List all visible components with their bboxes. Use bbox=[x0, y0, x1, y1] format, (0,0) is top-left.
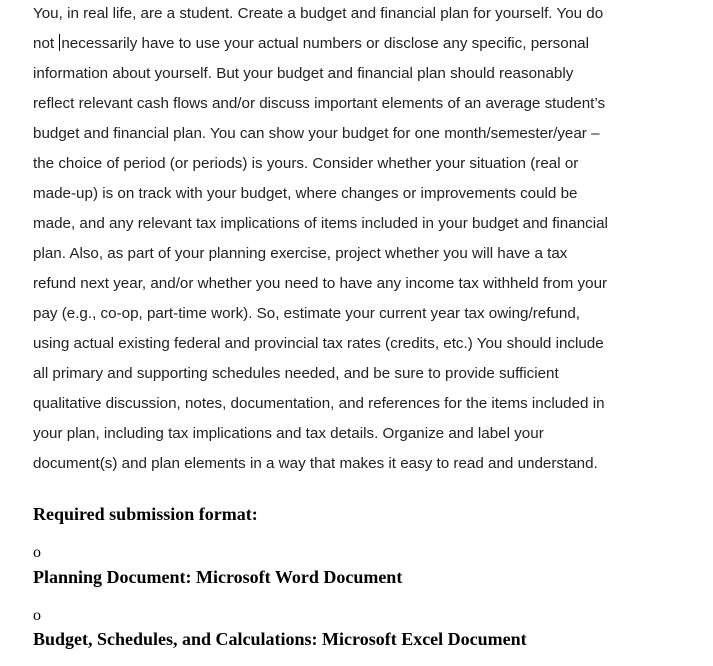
submission-heading: Required submission format: bbox=[33, 504, 258, 524]
paragraph-line: plan. Also, as part of your planning exercise, project whether you will have a tax bbox=[33, 245, 568, 262]
paragraph-line: your plan, including tax implications and tax details. Organize and label your bbox=[33, 425, 544, 442]
submission-item-excel: Budget, Schedules, and Calculations: Microsoft Excel Document bbox=[33, 629, 527, 649]
paragraph-line-rest: necessarily have to use your actual numbers or disclose any specific, personal bbox=[61, 35, 589, 52]
paragraph-line: pay (e.g., co-op, part-time work). So, estimate your current year tax owing/refund, bbox=[33, 305, 580, 322]
paragraph-line-prefix: not bbox=[33, 35, 55, 52]
paragraph-line: budget and financial plan. You can show your budget for one month/semester/year – bbox=[33, 125, 600, 142]
paragraph-line: all primary and supporting schedules needed, and be sure to provide sufficient bbox=[33, 365, 559, 382]
paragraph-line: the choice of period (or periods) is yours. Consider whether your situation (real or bbox=[33, 155, 579, 172]
paragraph-line: made-up) is on track with your budget, where changes or improvements could be bbox=[33, 185, 578, 202]
paragraph-line: using actual existing federal and provincial tax rates (credits, etc.) You should include bbox=[33, 335, 604, 352]
paragraph-line: reflect relevant cash flows and/or discuss important elements of an average student’s bbox=[33, 95, 606, 112]
paragraph-line: document(s) and plan elements in a way that makes it easy to read and understand. bbox=[33, 455, 598, 472]
paragraph-line: refund next year, and/or whether you need to have any income tax withheld from your bbox=[33, 275, 608, 292]
list-bullet: o bbox=[33, 607, 41, 624]
paragraph-line bbox=[33, 34, 589, 54]
paragraph-line: You, in real life, are a student. Create a budget and financial plan for yourself. You do bbox=[33, 5, 604, 22]
paragraph-line: made, and any relevant tax implications of items included in your budget and financial bbox=[33, 215, 608, 232]
list-bullet: o bbox=[33, 544, 41, 561]
submission-item-word: Planning Document: Microsoft Word Document bbox=[33, 567, 403, 587]
paragraph-line: information about yourself. But your budget and financial plan should reasonably bbox=[33, 65, 574, 82]
paragraph-line: qualitative discussion, notes, documentation, and references for the items included in bbox=[33, 395, 605, 412]
